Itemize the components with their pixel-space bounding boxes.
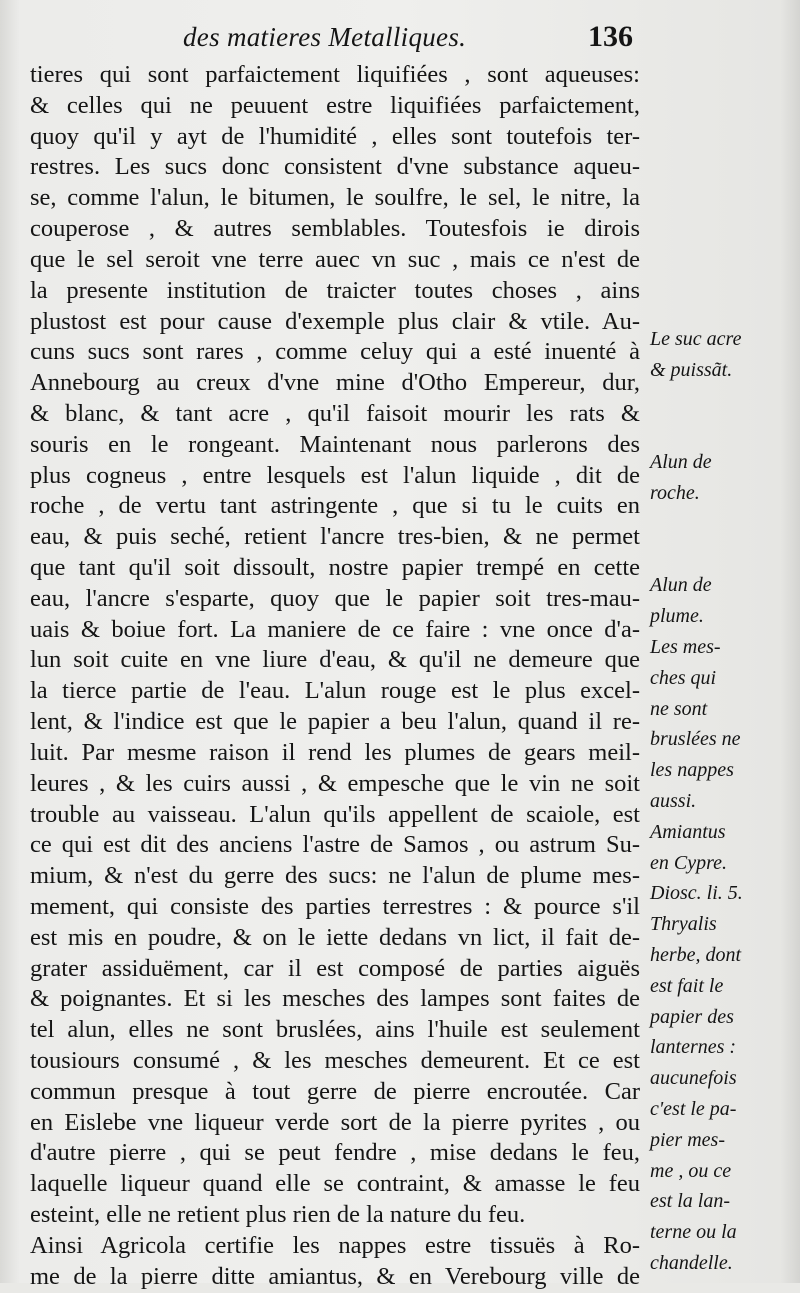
- margin-note: Amiantus: [650, 820, 726, 843]
- text-line: restres. Les sucs donc consistent d'vne substance aqueu-: [30, 153, 640, 181]
- text-line: tel alun, elles ne sont bruslées, ains l'huile est seulement: [30, 1016, 640, 1044]
- margin-note: roche.: [650, 481, 700, 504]
- text-line: esteint, elle ne retient plus rien de la nature du feu.: [30, 1201, 526, 1229]
- text-line: & poignantes. Et si les mesches des lampes sont faites de: [30, 985, 640, 1013]
- text-line: que tant qu'il soit dissoult, nostre papier trempé en cette: [30, 554, 640, 581]
- text-line: eau, l'ancre s'esparte, quoy que le papier soit tres-mau-: [30, 584, 640, 612]
- text-line: & blanc, & tant acre , qu'il faisoit mourir les rats &: [30, 399, 640, 427]
- margin-note: bruslées ne: [650, 728, 741, 751]
- margin-note: Diosc. li. 5.: [650, 882, 743, 905]
- text-line: Annebourg au creux d'vne mine d'Otho Empereur, dur,: [30, 369, 640, 397]
- text-line: en Eislebe vne liqueur verde sort de la pierre pyrites , ou: [30, 1108, 640, 1136]
- text-line: trouble au vaisseau. L'alun qu'ils appellent de scaiole, est: [30, 800, 640, 828]
- margin-note: Les mes-: [650, 635, 721, 658]
- margin-note: pier mes-: [650, 1128, 725, 1151]
- margin-note: les nappes: [650, 759, 734, 782]
- text-line: mement, qui consiste des parties terrestres : & pource s'il: [30, 892, 640, 920]
- text-line: leures , & les cuirs aussi , & empesche que le vin ne soit: [30, 769, 640, 797]
- text-line: d'autre pierre , qui se peut fendre , mise dedans le feu,: [30, 1139, 640, 1167]
- margin-note: terne ou la: [650, 1221, 737, 1244]
- margin-note: Alun de: [650, 451, 712, 474]
- margin-note: aucunefois: [650, 1067, 737, 1090]
- text-line: que le sel seroit vne terre auec vn suc , mais ce n'est de: [30, 245, 640, 273]
- margin-note: [650, 509, 795, 540]
- text-line: eau, & puis seché, retient l'ancre tres-bien, & ne permet: [30, 523, 640, 551]
- text-line: quoy qu'il y ayt de l'humidité , elles sont toutefois ter-: [30, 122, 640, 150]
- text-line: souris en le rongeant. Maintenant nous parlerons des: [30, 430, 640, 458]
- text-line: roche , de vertu tant astringente , que si tu le cuits en: [30, 492, 640, 520]
- text-line: tieres qui sont parfaictement liquifiées , sont aqueuses:: [30, 61, 640, 88]
- text-line: plus cogneus , entre lesquels est l'alun liquide , dit de: [30, 461, 640, 489]
- text-line: plustost est pour cause d'exemple plus clair & vtile. Au-: [30, 307, 640, 335]
- running-title: des matieres Metalliques.: [183, 22, 467, 52]
- margin-notes-column: [650, 324, 795, 1279]
- margin-note: Thryalis: [650, 913, 717, 936]
- margin-note: plume.: [650, 605, 704, 628]
- text-line: & celles qui ne peuuent estre liquifiées parfaictement,: [30, 91, 640, 119]
- text-line: mium, & n'est du gerre des sucs: ne l'alun de plume mes-: [30, 862, 640, 890]
- margin-note: Alun de: [650, 574, 712, 597]
- text-line: Ainsi Agricola certifie les nappes estre tissuës à Ro-: [30, 1231, 640, 1259]
- margin-note: [650, 386, 795, 417]
- text-line: ce qui est dit des anciens l'astre de Samos , ou astrum Su-: [30, 831, 640, 859]
- margin-note: [650, 416, 795, 447]
- text-line: cuns sucs sont rares , comme celuy qui a esté inuenté à: [30, 338, 640, 366]
- text-line: me de la pierre ditte amiantus, & en Verebourg ville de: [30, 1262, 640, 1290]
- text-line: lent, & l'indice est que le papier a beu l'alun, quand il re-: [30, 708, 640, 736]
- text-line: est mis en poudre, & on le iette dedans vn lict, il fait de-: [30, 923, 640, 951]
- text-line: la presente institution de traicter toutes choses , ains: [30, 276, 640, 304]
- margin-note: en Cypre.: [650, 851, 728, 874]
- margin-note: lanternes :: [650, 1036, 737, 1059]
- margin-note: herbe, dont: [650, 943, 742, 966]
- margin-note: aussi.: [650, 789, 697, 812]
- main-text-column: [30, 60, 640, 1293]
- margin-note: ne sont: [650, 697, 708, 720]
- text-line: laquelle liqueur quand elle se contraint, & amasse le feu: [30, 1170, 640, 1198]
- text-line: tousiours consumé , & les mesches demeurent. Et ce est: [30, 1047, 640, 1074]
- text-line: se, comme l'alun, le bitumen, le soulfre, le sel, le nitre, la: [30, 184, 640, 212]
- margin-note: est fait le: [650, 974, 724, 997]
- page-number: 136: [588, 20, 633, 53]
- margin-note: c'est le pa-: [650, 1097, 737, 1120]
- text-line: la tierce partie de l'eau. L'alun rouge est le plus excel-: [30, 677, 640, 705]
- margin-note: papier des: [650, 1005, 734, 1028]
- text-line: couperose , & autres semblables. Toutesfois ie dirois: [30, 215, 640, 243]
- text-line: lun soit cuite en vne liure d'eau, & qu'il ne demeure que: [30, 646, 640, 674]
- margin-note: me , ou ce: [650, 1159, 732, 1182]
- text-line: luit. Par mesme raison il rend les plumes de gears meil-: [30, 738, 640, 766]
- margin-note: chandelle.: [650, 1251, 733, 1274]
- margin-note: est la lan-: [650, 1190, 730, 1213]
- text-line: commun presque à tout gerre de pierre encroutée. Car: [30, 1077, 640, 1105]
- text-line: grater assiduëment, car il est composé de parties aiguës: [30, 954, 640, 982]
- margin-note: & puissãt.: [650, 358, 733, 381]
- margin-note: Le suc acre: [650, 328, 742, 350]
- margin-note: ches qui: [650, 666, 717, 689]
- text-line: uais & boiue fort. La maniere de ce faire : vne once d'a-: [30, 615, 640, 643]
- margin-note: [650, 540, 795, 571]
